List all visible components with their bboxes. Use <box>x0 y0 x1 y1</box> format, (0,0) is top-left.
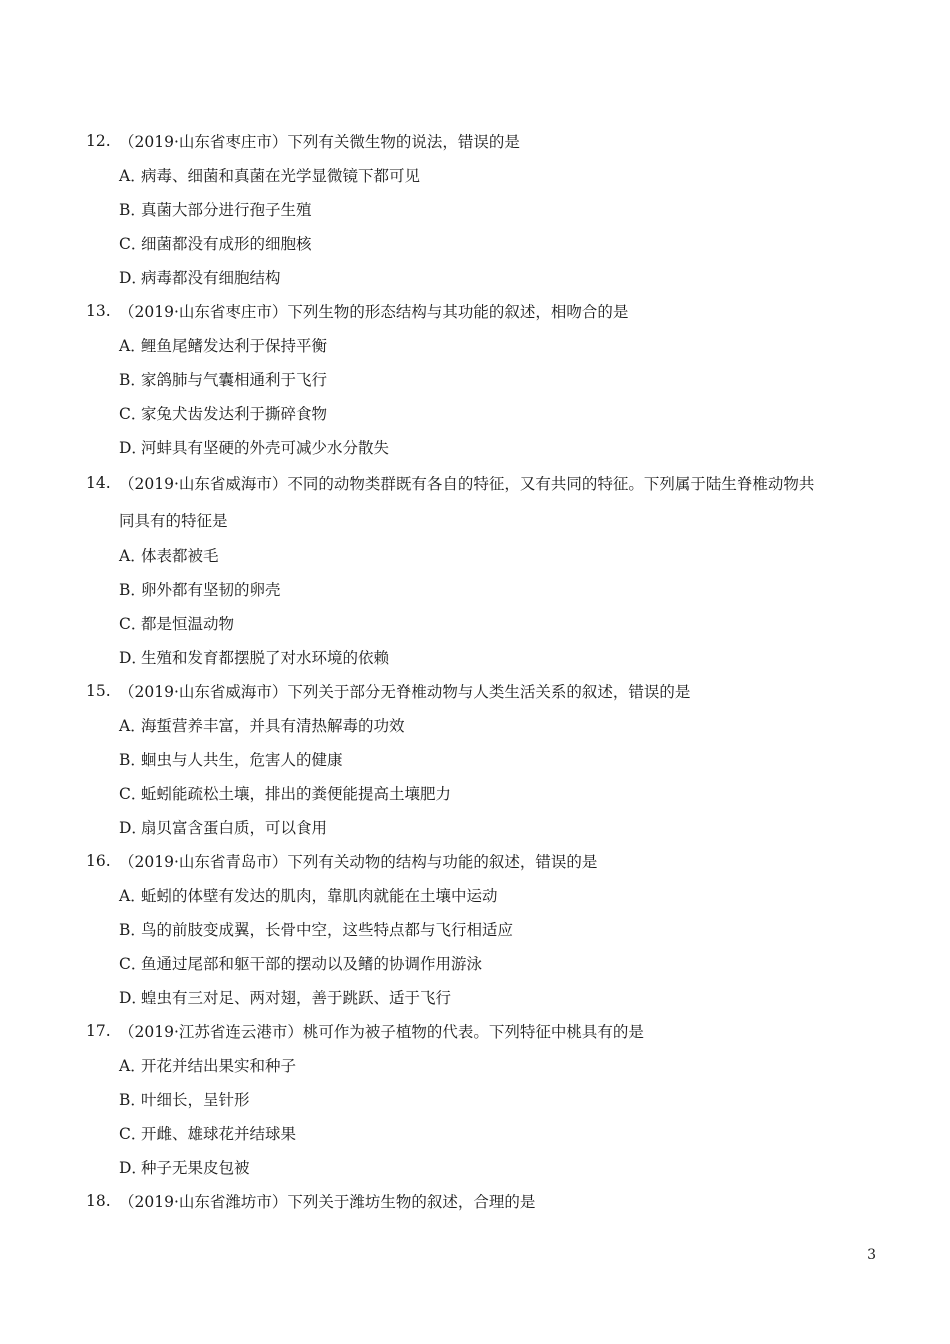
option-key: D． <box>119 989 147 1007</box>
option-b <box>86 572 876 606</box>
question-number: 16. <box>86 852 111 870</box>
option-text: 鱼通过尾部和躯干部的摆动以及鳍的协调作用游泳 <box>141 955 483 973</box>
option-text: 生殖和发育都摆脱了对水环境的依赖 <box>141 649 390 667</box>
question-text-continued: 同具有的特征是 <box>119 512 228 530</box>
question-source: （2019·江苏省连云港市） <box>119 1023 303 1041</box>
question-number: 14. <box>86 474 111 492</box>
option-c <box>86 776 876 810</box>
question-source: （2019·山东省潍坊市） <box>119 1193 288 1211</box>
option-a <box>86 708 876 742</box>
option-text: 家鸽肺与气囊相通利于飞行 <box>141 371 328 389</box>
option-text: 扇贝富含蛋白质，可以食用 <box>141 819 328 837</box>
option-text: 种子无果皮包被 <box>141 1159 250 1177</box>
option-b <box>86 742 876 776</box>
question-source: （2019·山东省枣庄市） <box>119 133 288 151</box>
page-number: 3 <box>867 1247 876 1263</box>
option-key: A． <box>119 547 146 565</box>
question-13 <box>86 294 876 464</box>
option-text: 叶细长，呈针形 <box>141 1091 250 1109</box>
option-text: 开花并结出果实和种子 <box>141 1057 297 1075</box>
option-key: D． <box>119 649 147 667</box>
option-d <box>86 810 876 844</box>
question-number: 15. <box>86 682 111 700</box>
option-text: 蛔虫与人共生，危害人的健康 <box>141 751 343 769</box>
option-key: D． <box>119 269 147 287</box>
option-key: D． <box>119 819 147 837</box>
option-b <box>86 192 876 226</box>
question-stem <box>86 294 876 328</box>
option-c <box>86 226 876 260</box>
option-key: A． <box>119 887 146 905</box>
option-key: A． <box>119 717 146 735</box>
question-text: 不同的动物类群既有各自的特征，又有共同的特征。下列属于陆生脊椎动物共 <box>287 475 815 493</box>
option-d <box>86 1150 876 1184</box>
option-text: 蚯蚓能疏松土壤，排出的粪便能提高土壤肥力 <box>141 785 452 803</box>
question-source: （2019·山东省青岛市） <box>119 853 288 871</box>
option-d <box>86 430 876 464</box>
option-c <box>86 606 876 640</box>
option-key: B． <box>119 1091 146 1109</box>
option-key: B． <box>119 581 146 599</box>
question-stem <box>86 674 876 708</box>
question-17 <box>86 1014 876 1184</box>
option-key: A． <box>119 1057 146 1075</box>
question-list <box>86 124 876 1218</box>
option-key: A． <box>119 167 146 185</box>
option-text: 细菌都没有成形的细胞核 <box>141 235 312 253</box>
question-15 <box>86 674 876 844</box>
question-number: 17. <box>86 1022 111 1040</box>
option-b <box>86 362 876 396</box>
option-a <box>86 878 876 912</box>
question-stem <box>86 1014 876 1048</box>
option-text: 病毒都没有细胞结构 <box>141 269 281 287</box>
option-b <box>86 912 876 946</box>
option-text: 鲤鱼尾鳍发达利于保持平衡 <box>141 337 328 355</box>
question-text: 下列关于潍坊生物的叙述，合理的是 <box>287 1193 536 1211</box>
question-text: 下列有关微生物的说法，错误的是 <box>287 133 520 151</box>
option-text: 蝗虫有三对足、两对翅，善于跳跃、适于飞行 <box>141 989 452 1007</box>
question-source: （2019·山东省枣庄市） <box>119 303 288 321</box>
question-stem <box>86 844 876 878</box>
option-key: B． <box>119 371 146 389</box>
question-number: 13. <box>86 302 111 320</box>
question-text: 下列生物的形态结构与其功能的叙述，相吻合的是 <box>287 303 629 321</box>
option-text: 卵外都有坚韧的卵壳 <box>141 581 281 599</box>
option-d <box>86 640 876 674</box>
option-d <box>86 260 876 294</box>
option-key: C． <box>119 405 147 423</box>
option-text: 真菌大部分进行孢子生殖 <box>141 201 312 219</box>
option-key: C． <box>119 615 147 633</box>
option-key: C． <box>119 235 147 253</box>
option-text: 蚯蚓的体壁有发达的肌肉，靠肌肉就能在土壤中运动 <box>141 887 498 905</box>
option-a <box>86 1048 876 1082</box>
option-text: 河蚌具有坚硬的外壳可减少水分散失 <box>141 439 390 457</box>
question-text: 桃可作为被子植物的代表。下列特征中桃具有的是 <box>302 1023 644 1041</box>
option-c <box>86 1116 876 1150</box>
question-text: 下列有关动物的结构与功能的叙述，错误的是 <box>287 853 598 871</box>
option-key: C． <box>119 785 147 803</box>
option-key: B． <box>119 921 146 939</box>
option-text: 都是恒温动物 <box>141 615 235 633</box>
option-c <box>86 946 876 980</box>
question-12 <box>86 124 876 294</box>
question-16 <box>86 844 876 1014</box>
option-a <box>86 158 876 192</box>
option-key: B． <box>119 751 146 769</box>
question-14 <box>86 464 876 674</box>
question-stem <box>86 1184 876 1218</box>
option-a <box>86 538 876 572</box>
question-text: 下列关于部分无脊椎动物与人类生活关系的叙述，错误的是 <box>287 683 691 701</box>
option-key: D． <box>119 1159 147 1177</box>
question-number: 12. <box>86 132 111 150</box>
question-stem <box>86 464 876 502</box>
question-source: （2019·山东省威海市） <box>119 683 288 701</box>
question-source: （2019·山东省威海市） <box>119 475 288 493</box>
option-key: B． <box>119 201 146 219</box>
option-a <box>86 328 876 362</box>
option-text: 病毒、细菌和真菌在光学显微镜下都可见 <box>141 167 421 185</box>
option-key: A． <box>119 337 146 355</box>
option-c <box>86 396 876 430</box>
option-key: C． <box>119 1125 147 1143</box>
option-b <box>86 1082 876 1116</box>
option-key: D． <box>119 439 147 457</box>
option-key: C． <box>119 955 147 973</box>
question-stem <box>86 124 876 158</box>
question-18 <box>86 1184 876 1218</box>
option-d <box>86 980 876 1014</box>
option-text: 鸟的前肢变成翼，长骨中空，这些特点都与飞行相适应 <box>141 921 514 939</box>
option-text: 家兔犬齿发达利于撕碎食物 <box>141 405 328 423</box>
option-text: 开雌、雄球花并结球果 <box>141 1125 297 1143</box>
question-number: 18. <box>86 1192 111 1210</box>
option-text: 体表都被毛 <box>141 547 219 565</box>
option-text: 海蜇营养丰富，并具有清热解毒的功效 <box>141 717 405 735</box>
